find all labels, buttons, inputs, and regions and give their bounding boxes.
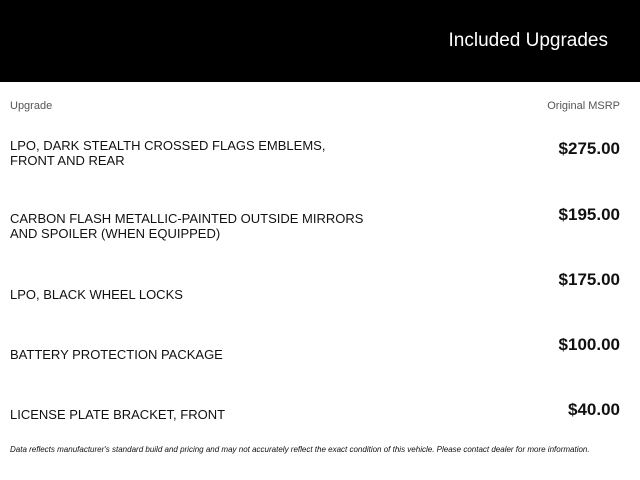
upgrade-price: $40.00 [568,400,620,419]
upgrade-name: CARBON FLASH METALLIC-PAINTED OUTSIDE MIRRORS AND SPOILER (WHEN EQUIPPED) [10,211,364,241]
disclaimer-text: Data reflects manufacturer's standard build and pricing and may not accurately reflect the exact condition of this vehicle. Please contact dealer for more information. [10,445,590,454]
header-bar [0,0,640,82]
upgrade-price: $195.00 [558,205,620,224]
upgrade-name: LPO, DARK STEALTH CROSSED FLAGS EMBLEMS, FRONT AND REAR [10,138,326,168]
upgrade-price: $275.00 [558,139,620,158]
upgrade-name: LPO, BLACK WHEEL LOCKS [10,287,183,302]
msrp-column-header: Original MSRP [547,100,620,112]
upgrade-name: BATTERY PROTECTION PACKAGE [10,347,223,362]
upgrade-price: $175.00 [558,270,620,289]
upgrade-name: LICENSE PLATE BRACKET, FRONT [10,407,226,422]
upgrade-price: $100.00 [558,335,620,354]
upgrade-column-header: Upgrade [10,100,53,112]
page-title: Included Upgrades [448,30,608,51]
